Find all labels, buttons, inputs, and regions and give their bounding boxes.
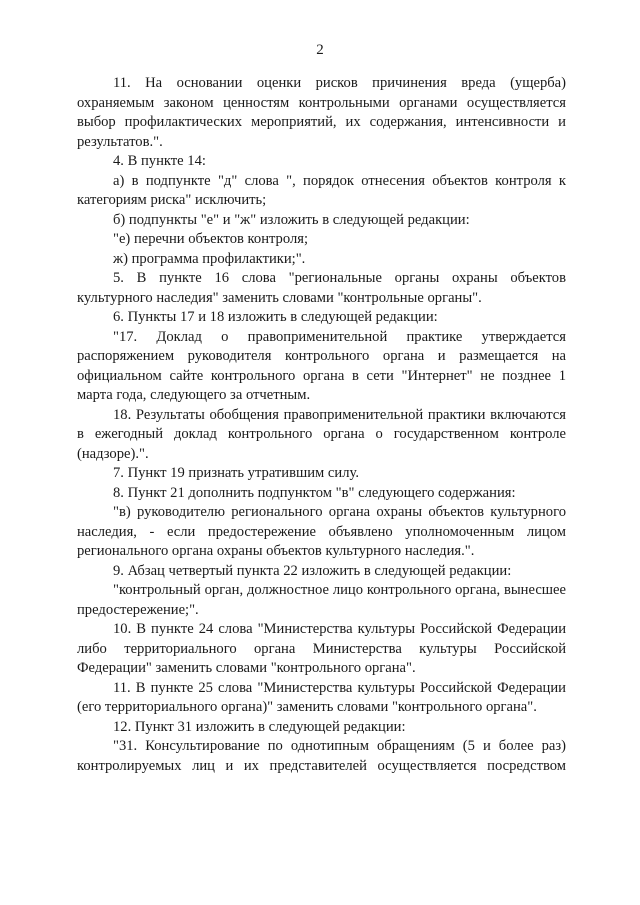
paragraph-item-5: 5. В пункте 16 слова "региональные органы охраны объектов культурного наследия" заменить словами "контрольные органы". [77, 270, 566, 306]
paragraph-subitem-v: "в) руководителю регионального органа охраны объектов культурного наследия, - если предостережение объявлено уполномоченным лицом регионального органа охраны объектов культурного наследия.". [77, 504, 566, 559]
paragraph-item-10: 10. В пункте 24 слова "Министерства культуры Российской Федерации либо территориального органа Министерства культуры Российской Федерации" заменить словами "контрольного органа". [77, 621, 566, 676]
paragraph-item-11: 11. В пункте 25 слова "Министерства культуры Российской Федерации (его территориального органа)" заменить словами "контрольного органа". [77, 679, 566, 715]
paragraph-item-9-text: "контрольный орган, должностное лицо контрольного органа, вынесшее предостережение;". [77, 582, 566, 618]
paragraph-risk-assessment: 11. На основании оценки рисков причинения вреда (ущерба) охраняемым законом ценностям контрольными органами осуществляется выбор профилактических мероприятий, их содержания, интенсивности и результатов.". [77, 75, 566, 150]
paragraph-clause-17: "17. Доклад о правоприменительной практике утверждается распоряжением руководителя контрольного органа и размещается на официальном сайте контрольного органа в сети "Интернет" не позднее 1 марта года, следующего за отчетным. [77, 328, 566, 403]
paragraph-item-7: 7. Пункт 19 признать утратившим силу. [113, 465, 359, 481]
paragraph-item-6: 6. Пункты 17 и 18 изложить в следующей редакции: [113, 309, 438, 325]
document-body [77, 74, 566, 776]
paragraph-item-4b: б) подпункты "е" и "ж" изложить в следующей редакции: [113, 211, 470, 228]
page-number: 2 [316, 42, 324, 58]
paragraph-item-9: 9. Абзац четвертый пункта 22 изложить в следующей редакции: [113, 562, 512, 579]
paragraph-subitem-zh: ж) программа профилактики;". [113, 250, 306, 267]
paragraph-item-12: 12. Пункт 31 изложить в следующей редакции: [113, 718, 406, 735]
paragraph-clause-18: 18. Результаты обобщения правоприменительной практики включаются в ежегодный доклад контрольного органа о государственном контроле (надзоре).". [77, 406, 566, 462]
paragraph-clause-31: "31. Консультирование по однотипным обращениям (5 и более раз) контролируемых лиц и их представителей осуществляется посредством [77, 738, 566, 774]
paragraph-subitem-e: "е) перечни объектов контроля; [113, 231, 309, 247]
paragraph-item-4: 4. В пункте 14: [113, 153, 206, 169]
paragraph-item-4a: а) в подпункте "д" слова ", порядок отнесения объектов контроля к категориям риска" исключить; [77, 172, 566, 208]
paragraph-item-8: 8. Пункт 21 дополнить подпунктом "в" следующего содержания: [113, 484, 516, 501]
